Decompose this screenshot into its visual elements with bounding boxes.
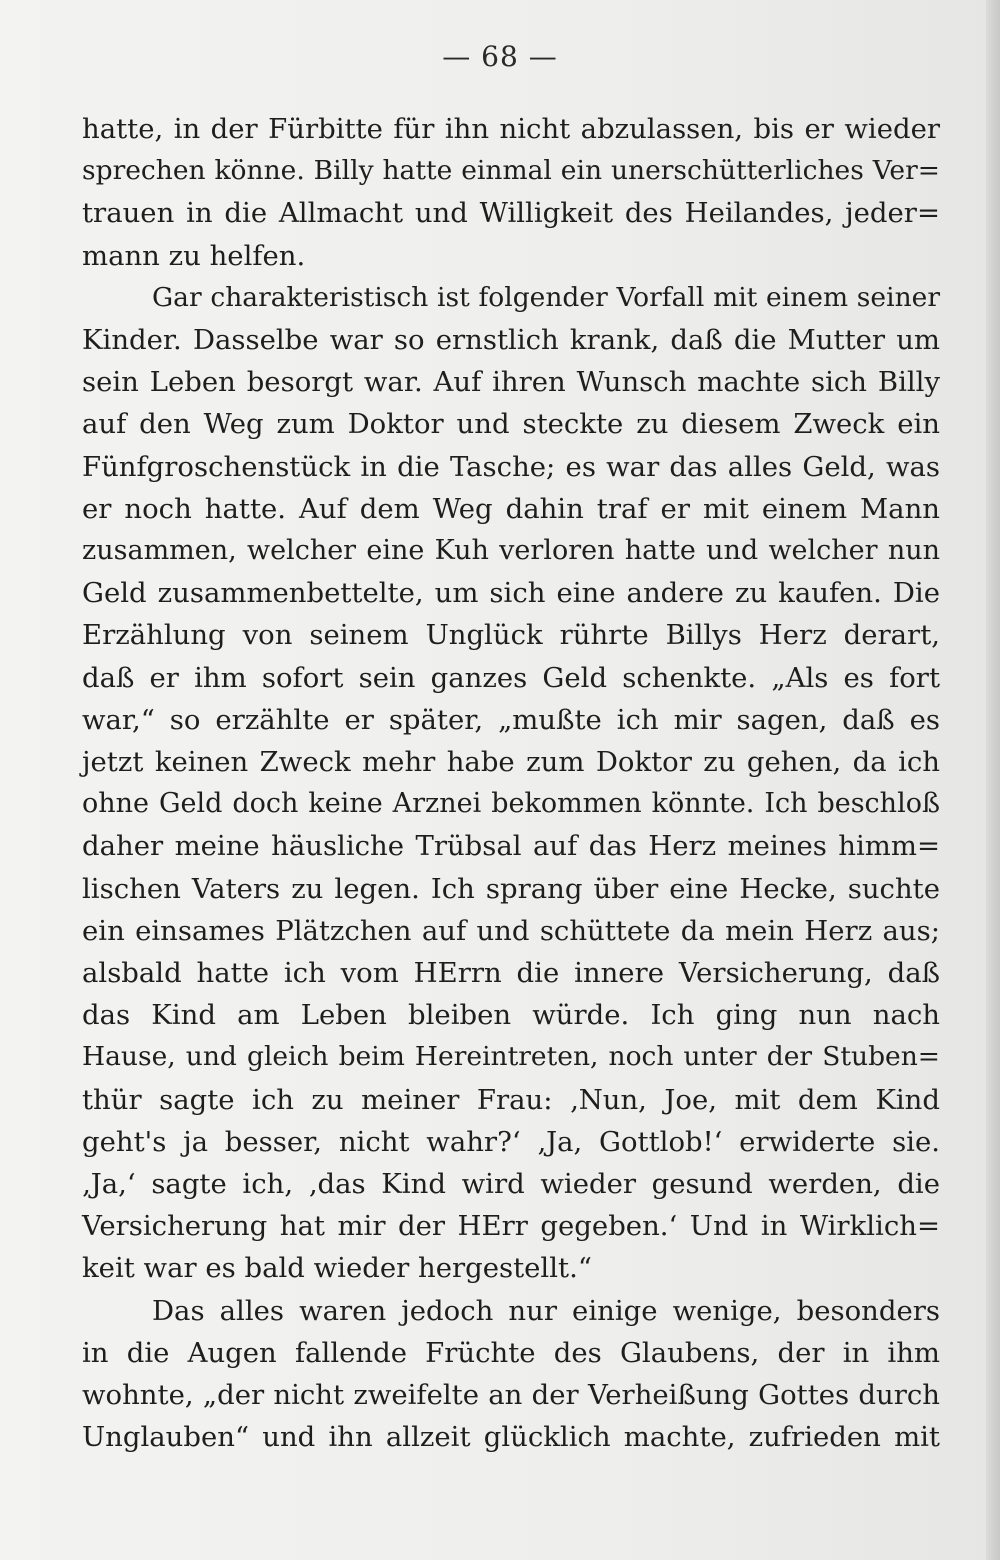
- text-line: auf den Weg zum Doktor und steckte zu diesem Zweck ein: [82, 408, 940, 441]
- text-line: Gar charakteristisch ist folgender Vorfall mit einem seiner: [152, 281, 940, 313]
- page-number: — 68 —: [442, 40, 558, 73]
- page-edge: [986, 0, 1000, 1560]
- text-line: ein einsames Plätzchen auf und schüttete da mein Herz aus;: [82, 914, 940, 947]
- text-line: Fünfgroschenstück in die Tasche; es war das alles Geld, was: [82, 450, 940, 483]
- text-line: war,“ so erzählte er später, „mußte ich mir sagen, daß es: [82, 703, 940, 736]
- text-line: wohnte, „der nicht zweifelte an der Verheißung Gottes durch: [82, 1379, 940, 1412]
- text-line: sein Leben besorgt war. Auf ihren Wunsch machte sich Billy: [82, 366, 940, 399]
- text-line: thür sagte ich zu meiner Frau: ‚Nun, Joe, mit dem Kind: [82, 1083, 940, 1116]
- text-line: ‚Ja,‘ sagte ich, ‚das Kind wird wieder gesund werden, die: [82, 1168, 940, 1201]
- text-line: er noch hatte. Auf dem Weg dahin traf er mit einem Mann: [82, 492, 940, 525]
- text-line: trauen in die Allmacht und Willigkeit des Heilandes, jeder=: [82, 197, 940, 230]
- text-line: mann zu helfen.: [82, 239, 306, 272]
- text-line: das Kind am Leben bleiben würde. Ich ging nun nach: [82, 999, 940, 1032]
- text-line: in die Augen fallende Früchte des Glaubens, der in ihm: [82, 1336, 940, 1369]
- text-line: hatte, in der Fürbitte für ihn nicht abzulassen, bis er wieder: [82, 113, 940, 145]
- text-line: Versicherung hat mir der HErr gegeben.‘ Und in Wirklich=: [82, 1210, 940, 1243]
- text-line: jetzt keinen Zweck mehr habe zum Doktor zu gehen, da ich: [82, 746, 940, 779]
- text-line: Geld zusammenbettelte, um sich eine andere zu kaufen. Die: [82, 577, 940, 610]
- text-line: alsbald hatte ich vom HErrn die innere Versicherung, daß: [82, 957, 940, 990]
- text-line: zusammen, welcher eine Kuh verloren hatte und welcher nun: [82, 535, 940, 567]
- body-text: [82, 108, 940, 1459]
- text-line: daher meine häusliche Trübsal auf das Herz meines himm=: [82, 830, 940, 863]
- text-line: Erzählung von seinem Unglück rührte Billys Herz derart,: [82, 619, 940, 652]
- text-line: Das alles waren jedoch nur einige wenige, besonders: [152, 1294, 940, 1327]
- text-line: ohne Geld doch keine Arznei bekommen könnte. Ich beschloß: [82, 788, 940, 820]
- text-line: sprechen könne. Billy hatte einmal ein unerschütterliches Ver=: [82, 155, 940, 187]
- text-line: keit war es bald wieder hergestellt.“: [82, 1252, 592, 1285]
- text-line: Kinder. Dasselbe war so ernstlich krank, daß die Mutter um: [82, 324, 940, 357]
- text-line: lischen Vaters zu legen. Ich sprang über eine Hecke, suchte: [82, 872, 940, 905]
- text-line: daß er ihm sofort sein ganzes Geld schenkte. „Als es fort: [82, 661, 940, 694]
- text-line: Unglauben“ und ihn allzeit glücklich machte, zufrieden mit: [82, 1421, 940, 1454]
- text-line: geht's ja besser, nicht wahr?‘ ‚Ja, Gottlob!‘ erwiderte sie.: [82, 1125, 940, 1158]
- text-line: Hause, und gleich beim Hereintreten, noch unter der Stuben=: [82, 1041, 940, 1073]
